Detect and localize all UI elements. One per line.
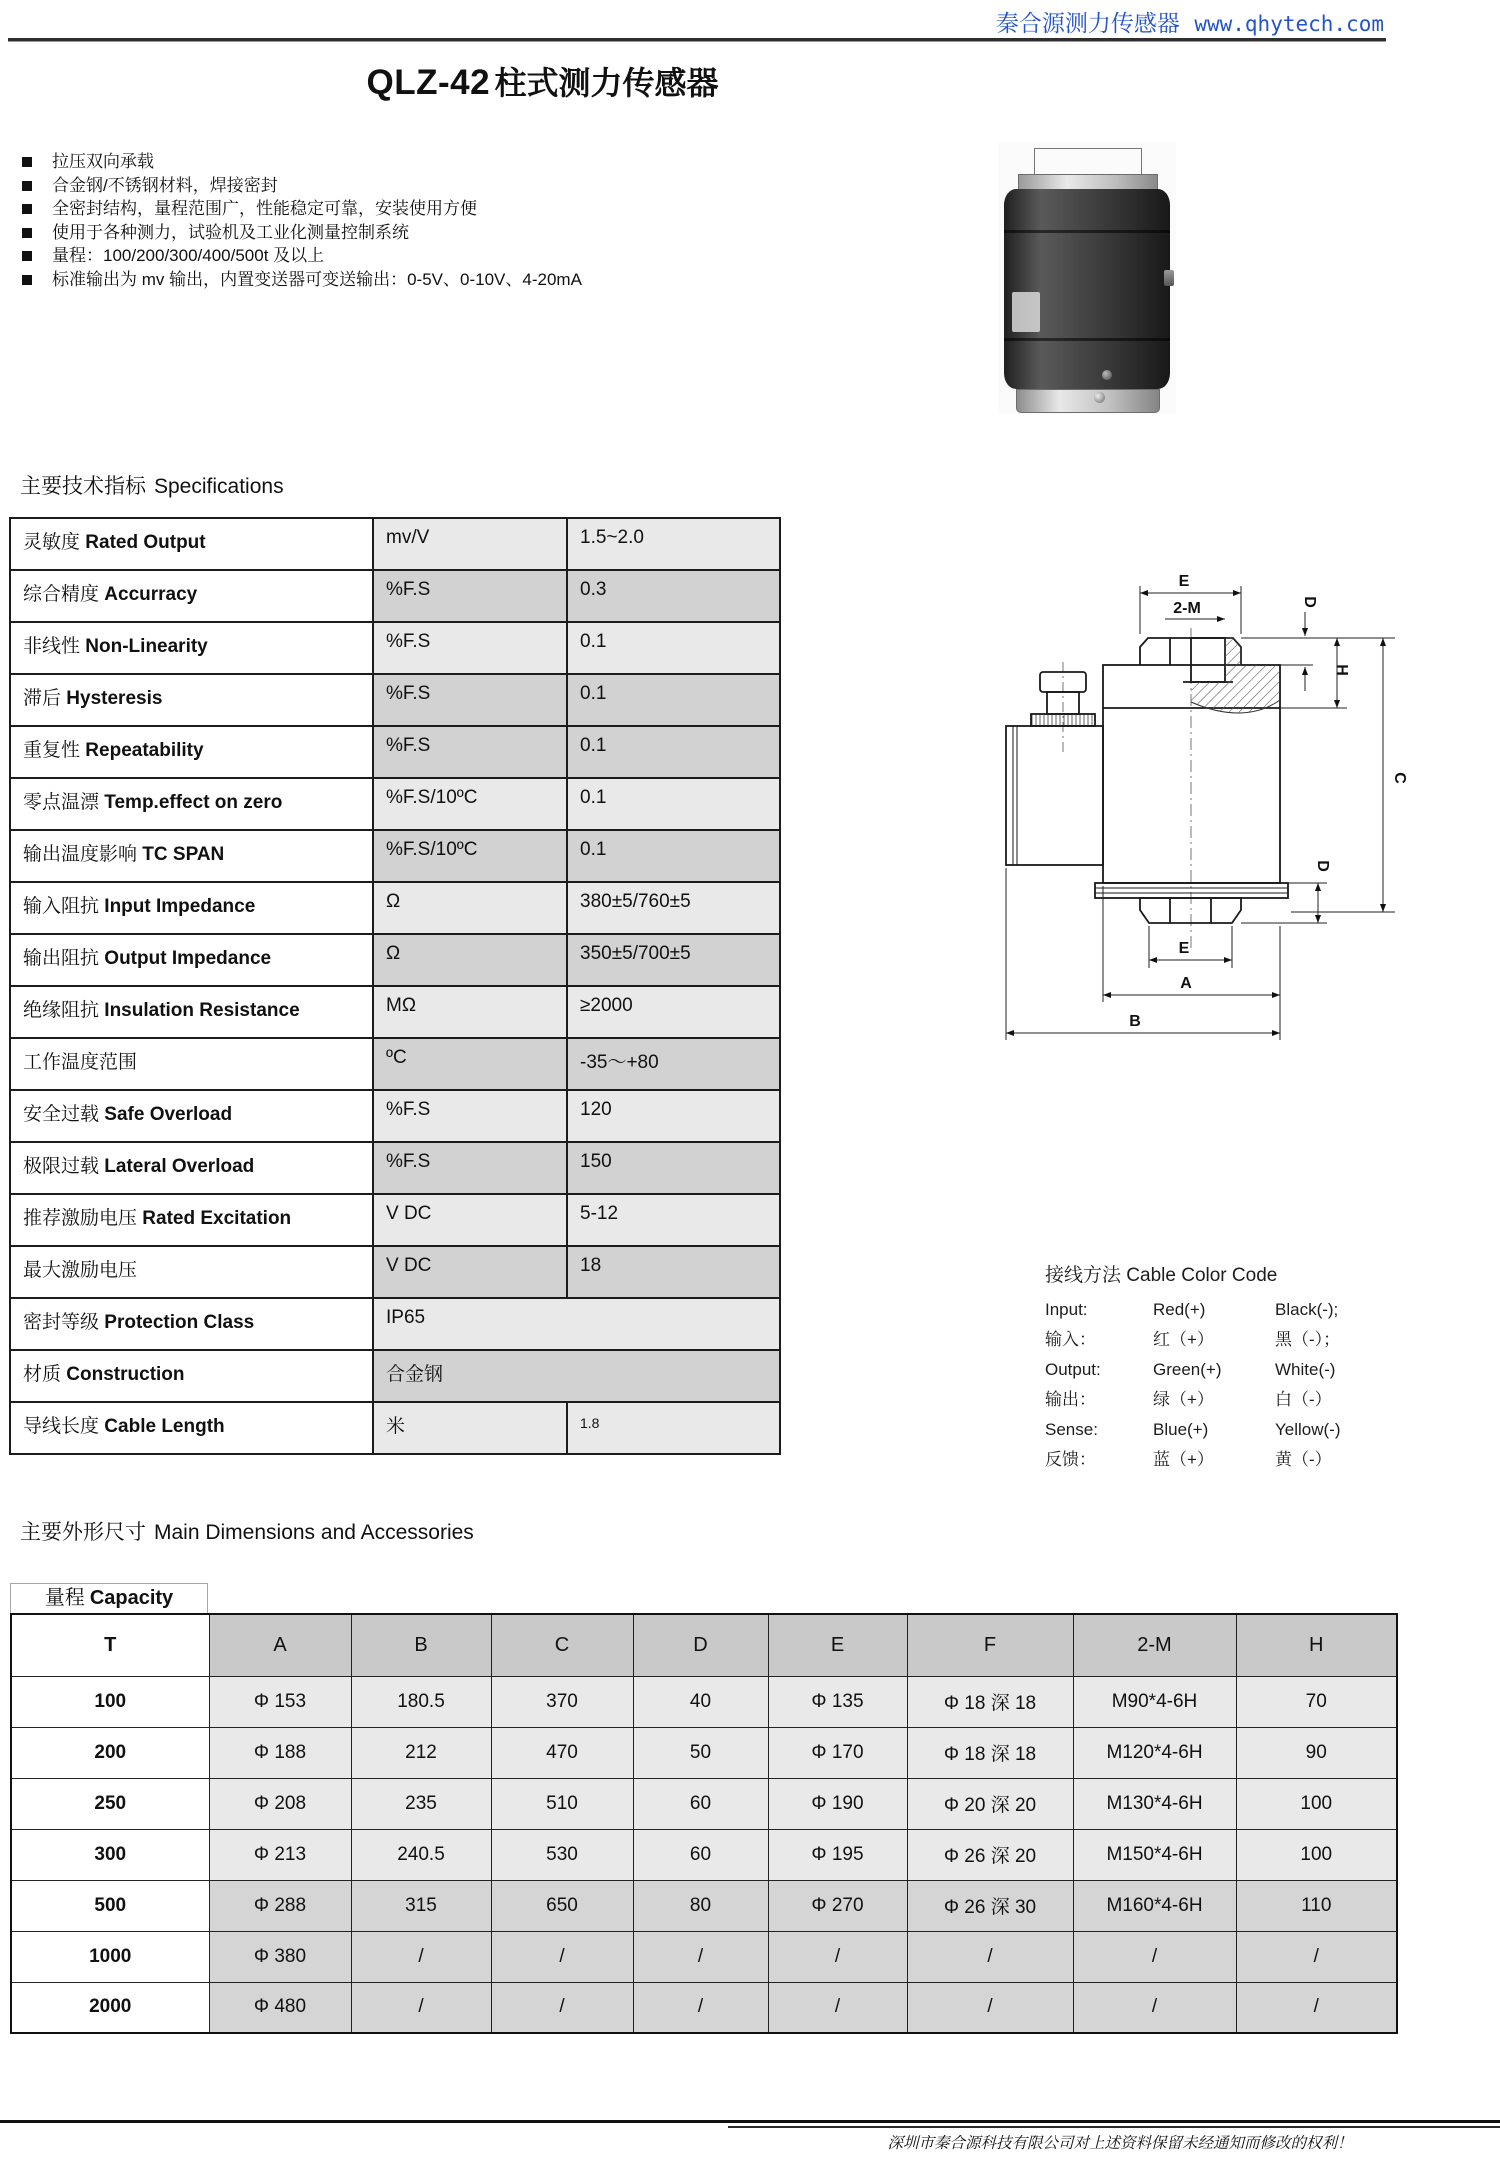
dims-row (11, 1931, 1397, 1982)
bullet-square-icon (22, 228, 32, 238)
dims-cell-e: / (768, 1982, 907, 2033)
dims-cell-2m: / (1073, 1982, 1236, 2033)
spec-value: 18 (567, 1246, 780, 1298)
dims-header-row (11, 1614, 1397, 1676)
cable-heading-en: Cable Color Code (1126, 1265, 1278, 1286)
spec-label (10, 986, 373, 1038)
dims-cell-f: Φ 20 深 20 (907, 1778, 1073, 1829)
bullet-square-icon (22, 181, 32, 191)
spec-label-zh: 非线性 (23, 636, 81, 657)
dims-header-b: B (351, 1614, 491, 1676)
dims-cell-2m: M130*4-6H (1073, 1778, 1236, 1829)
spec-label-zh: 推荐激励电压 (23, 1208, 138, 1229)
photo-cable-connector (1164, 270, 1174, 286)
dims-cell-h: 100 (1236, 1778, 1397, 1829)
spec-unit: Ω (373, 934, 567, 986)
cable-negative: White(-) (1275, 1360, 1336, 1379)
dims-cell-a: Φ 213 (209, 1829, 351, 1880)
dimensions-heading (20, 1516, 474, 1546)
dimension-drawing (975, 550, 1475, 1095)
spec-label (10, 570, 373, 622)
spec-label (10, 622, 373, 674)
spec-row (10, 1038, 780, 1090)
dims-cell-h: 90 (1236, 1727, 1397, 1778)
cable-signal-label: Output: (1045, 1360, 1101, 1379)
spec-row (10, 570, 780, 622)
feature-text: 拉压双向承载 (52, 152, 154, 171)
photo-body (1004, 189, 1170, 389)
spec-label-en: Safe Overload (104, 1104, 233, 1125)
spec-unit: %F.S (373, 1090, 567, 1142)
bullet-square-icon (22, 157, 32, 167)
cable-signal-label: 输入： (1045, 1330, 1096, 1349)
bullet-square-icon (22, 251, 32, 261)
cable-positive: 绿（+） (1153, 1390, 1214, 1409)
dims-cell-h: 100 (1236, 1829, 1397, 1880)
spec-label-en: Rated Excitation (142, 1208, 292, 1229)
cable-signal-label: 反馈： (1045, 1450, 1096, 1469)
dims-cell-c: 530 (491, 1829, 633, 1880)
spec-value: 1.5~2.0 (567, 518, 780, 570)
model-number: QLZ-42 (366, 63, 491, 102)
dims-cell-2m: M150*4-6H (1073, 1829, 1236, 1880)
footer-note: 深圳市秦合源科技有限公司对上述资料保留未经通知而修改的权利！ (887, 2135, 1353, 2152)
spec-label-en: Temp.effect on zero (104, 792, 283, 813)
dims-cell-a: Φ 380 (209, 1931, 351, 1982)
spec-label-en: Accurracy (104, 584, 198, 605)
cable-row (1045, 1445, 1425, 1475)
dims-cell-b: 235 (351, 1778, 491, 1829)
spec-value: ≥2000 (567, 986, 780, 1038)
dims-cell-b: / (351, 1982, 491, 2033)
spec-row (10, 1142, 780, 1194)
photo-bottom-cap (1016, 389, 1160, 413)
spec-unit: %F.S (373, 570, 567, 622)
dim-label-d-bottom: D (1314, 860, 1331, 872)
dims-cell-c: 650 (491, 1880, 633, 1931)
spec-label-zh: 灵敏度 (23, 532, 81, 553)
spec-row (10, 1298, 780, 1350)
dim-label-e-top: E (1178, 573, 1190, 590)
dims-row (11, 1778, 1397, 1829)
spec-label-en: Rated Output (85, 532, 206, 553)
spec-label (10, 1246, 373, 1298)
spec-unit: ºC (373, 1038, 567, 1090)
spec-unit: %F.S (373, 1142, 567, 1194)
load-cell-section-view (975, 550, 1475, 1095)
dims-cell-d: / (633, 1982, 768, 2033)
dims-cell-c: 370 (491, 1676, 633, 1727)
spec-row (10, 674, 780, 726)
spec-label (10, 1038, 373, 1090)
dim-label-2m: 2-M (1173, 600, 1201, 617)
dims-cell-f: / (907, 1982, 1073, 2033)
cable-signal-label: Sense: (1045, 1420, 1098, 1439)
dims-cell-b: 212 (351, 1727, 491, 1778)
spec-label (10, 830, 373, 882)
cable-row (1045, 1325, 1425, 1355)
capacity-tab (10, 1583, 208, 1613)
dims-cell-h: / (1236, 1931, 1397, 1982)
spec-unit: %F.S (373, 674, 567, 726)
spec-label (10, 934, 373, 986)
specifications-heading (20, 470, 284, 500)
specifications-table (9, 517, 781, 1455)
spec-label-zh: 绝缘阻抗 (23, 1000, 100, 1021)
photo-screw (1102, 370, 1112, 380)
dims-cell-h: 110 (1236, 1880, 1397, 1931)
dims-cell-a: Φ 188 (209, 1727, 351, 1778)
spec-value: 1.8 (567, 1402, 780, 1454)
spec-unit: mv/V (373, 518, 567, 570)
cable-heading (1045, 1260, 1425, 1287)
spec-label-zh: 输入阻抗 (23, 896, 100, 917)
dims-cell-2m: M90*4-6H (1073, 1676, 1236, 1727)
dims-cell-e: Φ 190 (768, 1778, 907, 1829)
spec-value: 0.1 (567, 622, 780, 674)
cable-positive: Green(+) (1153, 1360, 1222, 1379)
spec-value: 0.1 (567, 726, 780, 778)
spec-value: 0.1 (567, 674, 780, 726)
photo-groove (1004, 338, 1170, 341)
feature-text: 标准输出为 mv 输出，内置变送器可变送输出：0-5V、0-10V、4-20mA (52, 269, 582, 289)
dim-label-h: H (1333, 664, 1350, 676)
spec-row (10, 1350, 780, 1402)
spec-value: 5-12 (567, 1194, 780, 1246)
bullet-square-icon (22, 275, 32, 285)
spec-label (10, 1402, 373, 1454)
spec-row (10, 986, 780, 1038)
dim-label-a: A (1180, 975, 1192, 992)
spec-label (10, 1350, 373, 1402)
spec-label-zh: 导线长度 (23, 1416, 100, 1437)
cable-row (1045, 1415, 1425, 1445)
feature-item (22, 268, 982, 292)
dims-row (11, 1676, 1397, 1727)
dims-cell-2m: M160*4-6H (1073, 1880, 1236, 1931)
dims-cell-d: / (633, 1931, 768, 1982)
spec-label-zh: 工作温度范围 (23, 1052, 138, 1073)
dimensions-heading-zh: 主要外形尺寸 (20, 1521, 146, 1544)
dims-capacity-cell: 250 (11, 1778, 209, 1829)
spec-row (10, 1402, 780, 1454)
spec-value: 350±5/700±5 (567, 934, 780, 986)
photo-groove (1004, 230, 1170, 233)
cable-positive: Red(+) (1153, 1300, 1206, 1319)
brand-text: 秦合源测力传感器 (995, 10, 1180, 36)
dimensions-heading-en: Main Dimensions and Accessories (154, 1521, 474, 1544)
spec-label-en: Non-Linearity (85, 636, 208, 657)
dims-cell-h: / (1236, 1982, 1397, 2033)
spec-label-en: Lateral Overload (104, 1156, 255, 1177)
dim-label-d-top: D (1301, 596, 1318, 608)
cable-signal-label: 输出： (1045, 1390, 1096, 1409)
dims-cell-f: Φ 26 深 20 (907, 1829, 1073, 1880)
product-photo (998, 142, 1176, 414)
spec-unit: 米 (373, 1402, 567, 1454)
capacity-tab-en: Capacity (89, 1587, 174, 1609)
dims-cell-d: 60 (633, 1778, 768, 1829)
dims-cell-e: Φ 135 (768, 1676, 907, 1727)
dims-capacity-cell: 300 (11, 1829, 209, 1880)
spec-label-en: Hysteresis (66, 688, 163, 709)
feature-item (22, 197, 982, 221)
spec-label-zh: 输出阻抗 (23, 948, 100, 969)
dims-cell-a: Φ 153 (209, 1676, 351, 1727)
feature-text: 全密封结构，量程范围广，性能稳定可靠，安装使用方便 (52, 199, 477, 218)
cable-negative: Yellow(-) (1275, 1420, 1341, 1439)
dims-cell-d: 40 (633, 1676, 768, 1727)
spec-label-zh: 材质 (23, 1364, 62, 1385)
spec-label (10, 674, 373, 726)
feature-item (22, 174, 982, 198)
dims-capacity-cell: 100 (11, 1676, 209, 1727)
spec-row (10, 1194, 780, 1246)
specifications-heading-en: Specifications (154, 475, 284, 498)
dim-label-b: B (1129, 1013, 1141, 1030)
dims-cell-b: 180.5 (351, 1676, 491, 1727)
dims-cell-c: 470 (491, 1727, 633, 1778)
spec-unit: V DC (373, 1246, 567, 1298)
spec-value: 0.3 (567, 570, 780, 622)
product-name: 柱式测力传感器 (494, 65, 719, 101)
spec-label-en: TC SPAN (142, 844, 225, 865)
bullet-square-icon (22, 204, 32, 214)
spec-label-zh: 重复性 (23, 740, 81, 761)
dim-label-c: C (1391, 772, 1408, 784)
dimensions-table (10, 1613, 1398, 2034)
dims-cell-e: Φ 195 (768, 1829, 907, 1880)
footer-rule-thin (728, 2126, 1500, 2128)
dims-cell-d: 50 (633, 1727, 768, 1778)
header-rule (8, 38, 1386, 42)
footer-rule-thick (0, 2120, 1500, 2123)
spec-label (10, 1142, 373, 1194)
page-title (0, 58, 1085, 104)
spec-label-en: Construction (66, 1364, 185, 1385)
spec-row (10, 934, 780, 986)
cable-row (1045, 1355, 1425, 1385)
spec-value: 0.1 (567, 830, 780, 882)
spec-value: -35～+80 (567, 1038, 780, 1090)
spec-row (10, 778, 780, 830)
specifications-heading-zh: 主要技术指标 (20, 475, 146, 498)
photo-top-cap (1034, 148, 1142, 177)
cable-negative: 黄（-） (1275, 1450, 1332, 1469)
spec-value: 120 (567, 1090, 780, 1142)
dims-capacity-cell: 200 (11, 1727, 209, 1778)
spec-label-en: Cable Length (104, 1416, 225, 1437)
spec-label-en: Insulation Resistance (104, 1000, 300, 1021)
cable-heading-zh: 接线方法 (1045, 1265, 1122, 1286)
spec-unit: MΩ (373, 986, 567, 1038)
spec-label-zh: 零点温漂 (23, 792, 100, 813)
dims-header-h: H (1236, 1614, 1397, 1676)
cable-positive: Blue(+) (1153, 1420, 1209, 1439)
spec-row (10, 882, 780, 934)
dims-cell-a: Φ 288 (209, 1880, 351, 1931)
dims-row (11, 1727, 1397, 1778)
dims-header-f: F (907, 1614, 1073, 1676)
dim-label-e-bottom: E (1178, 940, 1190, 957)
spec-label-zh: 综合精度 (23, 584, 100, 605)
spec-label (10, 882, 373, 934)
dims-cell-c: / (491, 1931, 633, 1982)
spec-label-en: Output Impedance (104, 948, 272, 969)
spec-row (10, 726, 780, 778)
dims-cell-c: 510 (491, 1778, 633, 1829)
spec-row (10, 1246, 780, 1298)
spec-value-merged: IP65 (373, 1298, 780, 1350)
cable-signal-label: Input: (1045, 1300, 1088, 1319)
dims-row (11, 1982, 1397, 2033)
header (996, 5, 1384, 38)
dims-header-2m: 2-M (1073, 1614, 1236, 1676)
photo-screw (1094, 392, 1105, 403)
cable-row (1045, 1385, 1425, 1415)
features-list (22, 150, 982, 291)
spec-label-en: Protection Class (104, 1312, 255, 1333)
dims-header-t: T (11, 1614, 209, 1676)
spec-label (10, 1298, 373, 1350)
dims-cell-d: 80 (633, 1880, 768, 1931)
cable-negative: 黑（-）； (1275, 1330, 1341, 1349)
dims-cell-a: Φ 208 (209, 1778, 351, 1829)
spec-row (10, 830, 780, 882)
spec-unit: Ω (373, 882, 567, 934)
spec-label-en: Input Impedance (104, 896, 256, 917)
dims-cell-f: Φ 18 深 18 (907, 1676, 1073, 1727)
dims-cell-f: Φ 26 深 30 (907, 1880, 1073, 1931)
spec-unit: V DC (373, 1194, 567, 1246)
cable-row (1045, 1295, 1425, 1325)
dims-row (11, 1880, 1397, 1931)
dims-cell-2m: / (1073, 1931, 1236, 1982)
spec-unit: %F.S (373, 726, 567, 778)
dims-row (11, 1829, 1397, 1880)
spec-row (10, 622, 780, 674)
dims-capacity-cell: 1000 (11, 1931, 209, 1982)
dims-cell-a: Φ 480 (209, 1982, 351, 2033)
spec-value: 150 (567, 1142, 780, 1194)
spec-label-zh: 最大激励电压 (23, 1260, 138, 1281)
capacity-tab-zh: 量程 (44, 1587, 85, 1609)
dims-cell-d: 60 (633, 1829, 768, 1880)
dims-header-e: E (768, 1614, 907, 1676)
cable-negative: 白（-） (1275, 1390, 1332, 1409)
spec-unit: %F.S/10ºC (373, 778, 567, 830)
feature-item (22, 244, 982, 268)
photo-label (1012, 292, 1040, 332)
spec-row (10, 1090, 780, 1142)
feature-text: 量程：100/200/300/400/500t 及以上 (52, 246, 325, 265)
dims-cell-e: / (768, 1931, 907, 1982)
spec-label (10, 1090, 373, 1142)
dims-cell-e: Φ 170 (768, 1727, 907, 1778)
spec-label-zh: 滞后 (23, 688, 62, 709)
feature-text: 使用于各种测力，试验机及工业化测量控制系统 (52, 222, 409, 242)
dims-capacity-cell: 2000 (11, 1982, 209, 2033)
dims-header-d: D (633, 1614, 768, 1676)
dims-cell-b: 315 (351, 1880, 491, 1931)
dims-cell-c: / (491, 1982, 633, 2033)
spec-value: 0.1 (567, 778, 780, 830)
dims-cell-f: Φ 18 深 18 (907, 1727, 1073, 1778)
cable-positive: 蓝（+） (1153, 1450, 1214, 1469)
dims-header-a: A (209, 1614, 351, 1676)
dims-cell-b: / (351, 1931, 491, 1982)
spec-label (10, 518, 373, 570)
cable-color-code (1045, 1260, 1425, 1475)
feature-item (22, 150, 982, 174)
spec-value: 380±5/760±5 (567, 882, 780, 934)
spec-label (10, 778, 373, 830)
cable-negative: Black(-); (1275, 1300, 1339, 1319)
dims-cell-2m: M120*4-6H (1073, 1727, 1236, 1778)
feature-text: 合金钢/不锈钢材料，焊接密封 (52, 175, 278, 195)
spec-label-zh: 输出温度影响 (23, 844, 138, 865)
dims-capacity-cell: 500 (11, 1880, 209, 1931)
spec-label (10, 1194, 373, 1246)
dims-cell-b: 240.5 (351, 1829, 491, 1880)
dims-cell-h: 70 (1236, 1676, 1397, 1727)
spec-unit: %F.S (373, 622, 567, 674)
spec-label-zh: 安全过载 (23, 1104, 100, 1125)
spec-label-en: Repeatability (85, 740, 204, 761)
spec-label-zh: 密封等级 (23, 1312, 100, 1333)
dims-header-c: C (491, 1614, 633, 1676)
dims-cell-f: / (907, 1931, 1073, 1982)
site-link[interactable]: www.qhytech.com (1194, 12, 1384, 36)
dims-cell-e: Φ 270 (768, 1880, 907, 1931)
cable-positive: 红（+） (1153, 1330, 1214, 1349)
spec-row (10, 518, 780, 570)
spec-label-zh: 极限过载 (23, 1156, 100, 1177)
spec-unit: %F.S/10ºC (373, 830, 567, 882)
spec-label (10, 726, 373, 778)
spec-value-merged: 合金钢 (373, 1350, 780, 1402)
feature-item (22, 221, 982, 245)
